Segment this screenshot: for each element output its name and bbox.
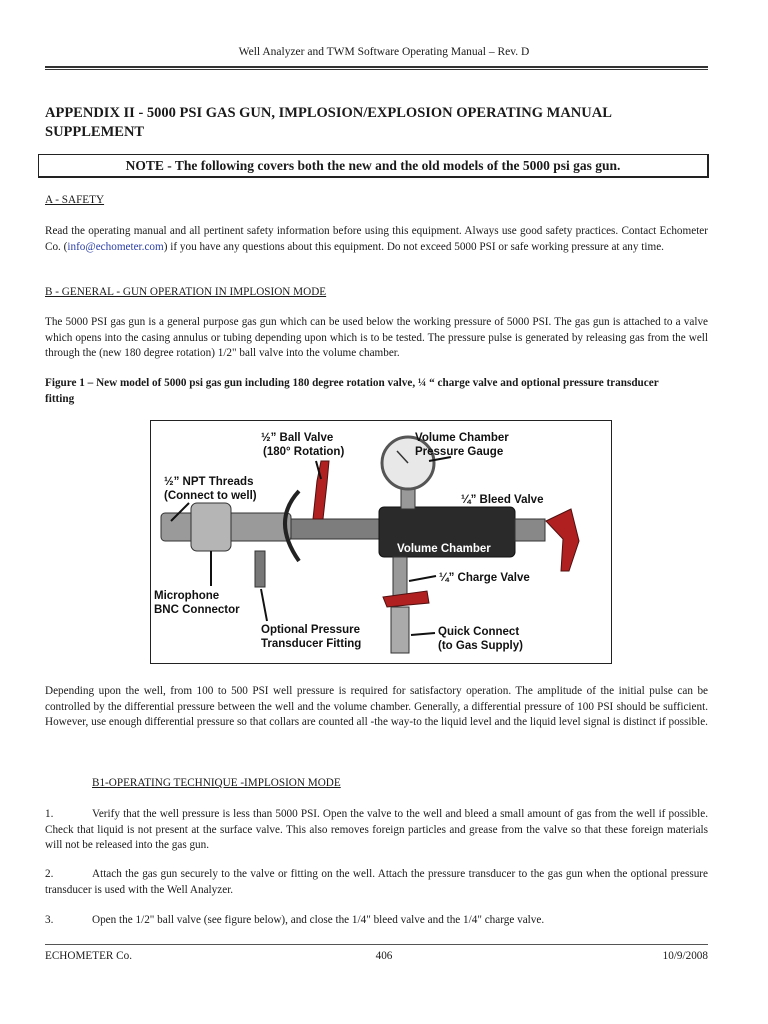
page-title: APPENDIX II - 5000 PSI GAS GUN, IMPLOSION/EXPLOSION OPERATING MANUAL SUPPLEMENT [45, 105, 612, 140]
label-quick-connect: Quick Connect [438, 626, 520, 638]
label-microphone: Microphone [154, 590, 220, 602]
step-text: Attach the gas gun securely to the valve or fitting on the well. Attach the pressure transducer to the gas gun when the optional pressure transducer is used with the Well Analyzer. [45, 868, 708, 896]
label-transducer: Optional Pressure [261, 624, 361, 636]
technique-heading: B1-OPERATING TECHNIQUE -IMPLOSION MODE [92, 777, 341, 789]
label-volume-chamber: Volume Chamber [397, 543, 491, 555]
running-header: Well Analyzer and TWM Software Operating Manual – Rev. D [238, 46, 530, 58]
figure-gas-gun [150, 420, 612, 664]
label-ball-valve: ½” Ball Valve [261, 432, 334, 444]
step-number: 3. [45, 914, 54, 926]
footer-company: ECHOMETER Co. [45, 950, 133, 962]
safety-paragraph [45, 224, 708, 255]
step-text: Verify that the well pressure is less than 5000 PSI. Open the valve to the well and bleed a small amount of gas from the well if possible. Check that liquid is not present at the surface valve. This also removes foreign particles and grease from the valve so that these foreign materials will not be released into the gas gun. [45, 808, 708, 851]
general-heading: B - GENERAL - GUN OPERATION IN IMPLOSION MODE [45, 286, 327, 298]
figure-caption: Figure 1 – New model of 5000 psi gas gun including 180 degree rotation valve, ¼ “ charge valve and optional pressure transducer fitting [45, 377, 659, 405]
label-ball-valve-rotation: (180° Rotation) [263, 446, 345, 458]
label-gauge-2: Pressure Gauge [415, 446, 504, 458]
safety-text: Read the operating manual and all pertinent safety information before using this equipment. Always use good safety practices. Contact Echometer Co. ( [45, 225, 708, 253]
label-npt: ½” NPT Threads [164, 476, 254, 488]
gas-gun-photo [151, 421, 611, 663]
pressure-paragraph: Depending upon the well, from 100 to 500 PSI well pressure is required for satisfactory operation. The amplitude of the initial pulse can be controlled by the differential pressure between the well and the volume chamber. Generally, a differential pressure of 100 PSI should be sufficient. However, use enough differential pressure so that collars are counted all -the way-to the liquid level and the liquid level signal is distinct if possible. [45, 685, 708, 728]
step-number: 2. [45, 868, 54, 880]
email-link[interactable]: info@echometer.com [67, 240, 164, 253]
label-bnc: BNC Connector [154, 604, 240, 616]
footer-date: 10/9/2008 [662, 950, 708, 962]
page-number: 406 [375, 950, 393, 962]
safety-heading: A - SAFETY [45, 194, 105, 206]
step-2 [45, 867, 708, 898]
label-charge-valve: ¼” Charge Valve [439, 572, 530, 584]
label-npt-2: (Connect to well) [164, 490, 257, 502]
step-text: Open the 1/2" ball valve (see figure below), and close the 1/4" bleed valve and the 1/4" charge valve. [92, 914, 545, 926]
general-paragraph: The 5000 PSI gas gun is a general purpose gas gun which can be used below the working pressure of 5000 PSI. The gas gun is attached to a valve which opens into the casing annulus or tubing depending upon which is to be tested. The pressure pulse is generated by releasing gas from the well through the (new 180 degree rotation) 1/2" ball valve into the volume chamber. [45, 316, 708, 359]
label-transducer-2: Transducer Fitting [261, 638, 362, 650]
safety-text-2: ) if you have any questions about this equipment. Do not exceed 5000 PSI or safe working pressure at any time. [163, 240, 664, 253]
label-bleed-valve: ¼” Bleed Valve [461, 494, 544, 506]
footer-rule [45, 944, 708, 945]
label-gauge: Volume Chamber [415, 432, 509, 444]
step-number: 1. [45, 808, 54, 820]
note-box: NOTE - The following covers both the new and the old models of the 5000 psi gas gun. [38, 154, 709, 178]
step-3 [45, 913, 708, 929]
step-1 [45, 807, 708, 854]
header-rule [45, 66, 708, 70]
label-quick-connect-2: (to Gas Supply) [438, 640, 523, 652]
